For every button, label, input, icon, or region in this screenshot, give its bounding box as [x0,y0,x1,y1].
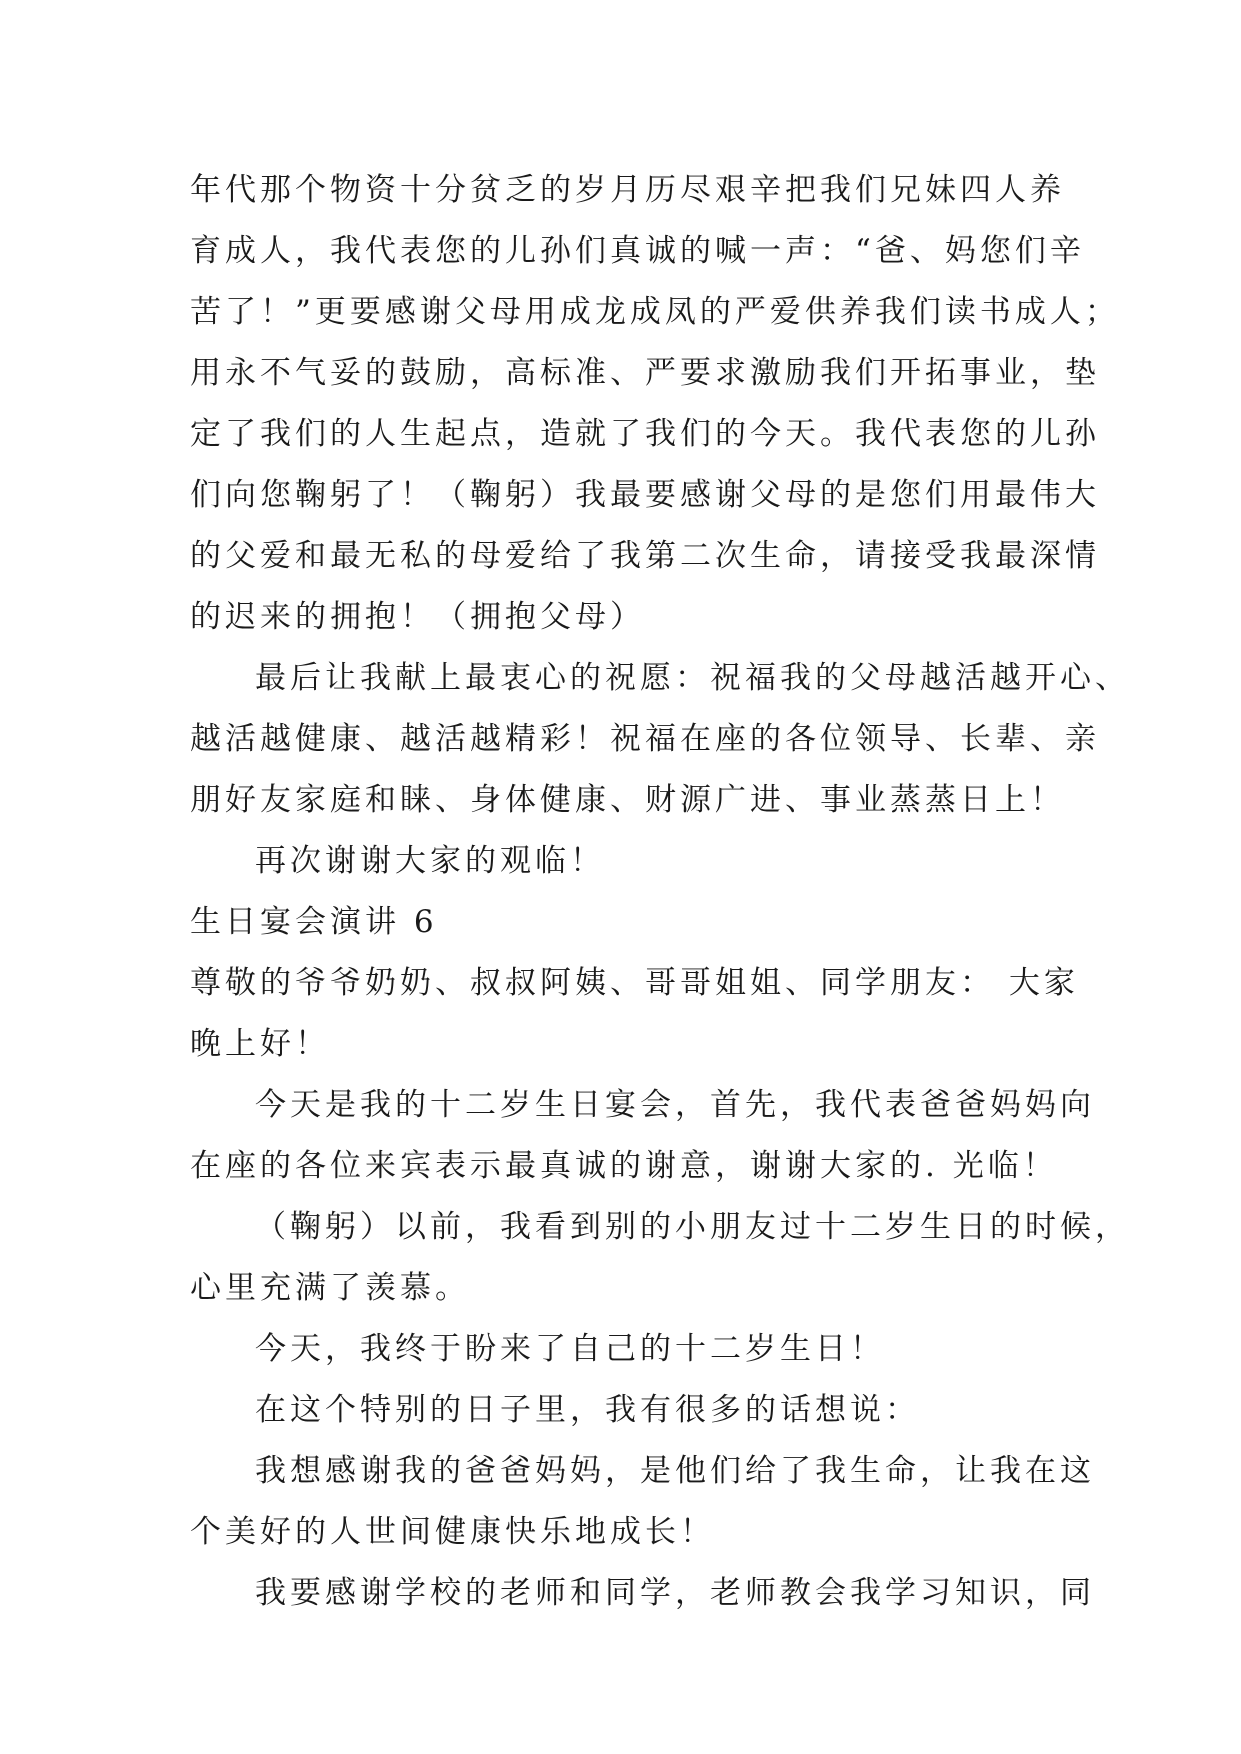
paragraph-line: （鞠躬）以前，我看到别的小朋友过十二岁生日的时候， [255,1209,1130,1245]
paragraph-line: 苦了！”更要感谢父母用成龙成凤的严爱供养我们读书成人； [190,294,1120,330]
paragraph-line: 晚上好！ [190,1026,330,1062]
paragraph-line: 尊敬的爷爷奶奶、叔叔阿姨、哥哥姐姐、同学朋友： 大家 [190,965,1079,1001]
paragraph-line: 越活越健康、越活越精彩！祝福在座的各位领导、长辈、亲 [190,721,1100,757]
document-body [190,160,1130,1624]
paragraph-line: 定了我们的人生起点，造就了我们的今天。我代表您的儿孙 [190,416,1100,452]
paragraph-line: 朋好友家庭和睐、身体健康、财源广进、事业蒸蒸日上！ [190,782,1065,818]
paragraph-line: 在座的各位来宾表示最真诚的谢意，谢谢大家的. 光临！ [190,1148,1058,1184]
paragraph-line: 最后让我献上最衷心的祝愿：祝福我的父母越活越开心、 [255,660,1130,696]
paragraph-line: 的迟来的拥抱！（拥抱父母） [190,599,645,635]
paragraph-line: 我要感谢学校的老师和同学，老师教会我学习知识，同 [255,1575,1095,1611]
paragraph-line: 今天是我的十二岁生日宴会，首先，我代表爸爸妈妈向 [255,1087,1095,1123]
paragraph-line: 今天，我终于盼来了自己的十二岁生日！ [255,1331,885,1367]
section-heading: 生日宴会演讲 6 [190,904,438,940]
paragraph-line: 再次谢谢大家的观临！ [255,843,605,879]
paragraph-line: 育成人，我代表您的儿孙们真诚的喊一声：“爸、妈您们辛 [190,233,1085,269]
paragraph-line: 个美好的人世间健康快乐地成长！ [190,1514,715,1550]
paragraph-line: 心里充满了羡慕。 [190,1270,470,1306]
paragraph-line: 我想感谢我的爸爸妈妈，是他们给了我生命，让我在这 [255,1453,1095,1489]
paragraph-line: 年代那个物资十分贫乏的岁月历尽艰辛把我们兄妹四人养 [190,172,1065,208]
paragraph-line: 在这个特别的日子里，我有很多的话想说： [255,1392,920,1428]
paragraph-line: 的父爱和最无私的母爱给了我第二次生命，请接受我最深情 [190,538,1100,574]
paragraph-line: 用永不气妥的鼓励，高标准、严要求激励我们开拓事业，垫 [190,355,1100,391]
paragraph-line: 们向您鞠躬了！（鞠躬）我最要感谢父母的是您们用最伟大 [190,477,1100,513]
